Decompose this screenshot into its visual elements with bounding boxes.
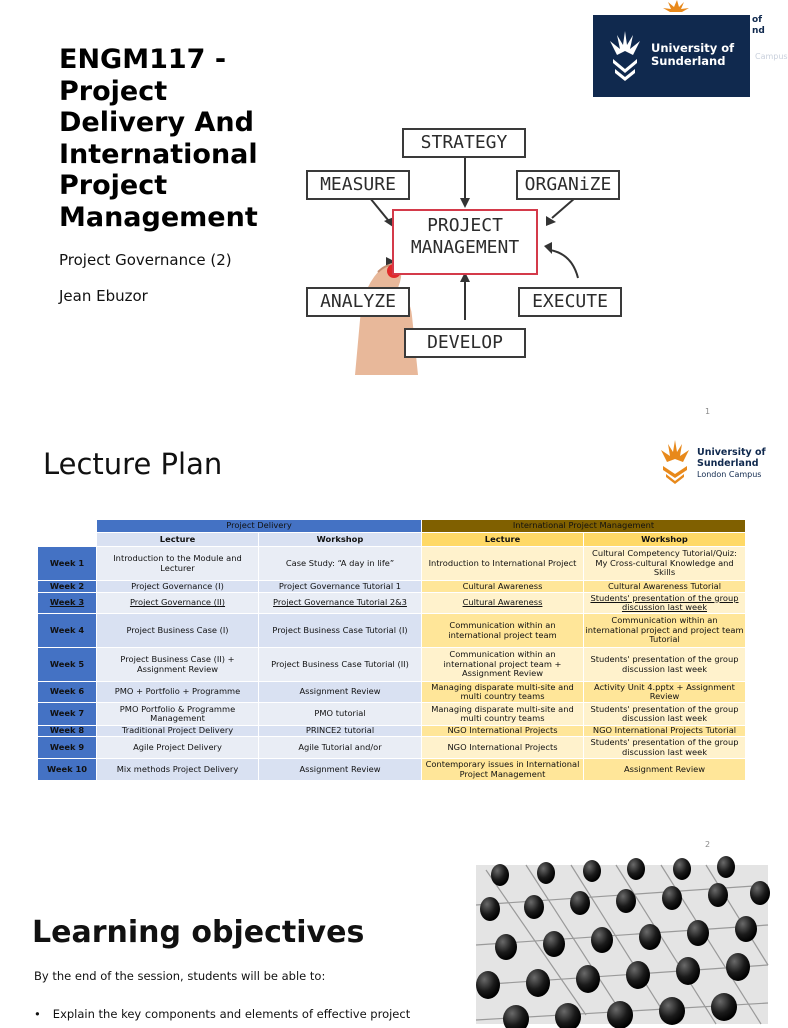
pd-workshop-cell: Assignment Review xyxy=(259,759,422,781)
project-management-diagram xyxy=(300,120,630,375)
logo-bleed-text xyxy=(752,15,765,37)
pd-lecture-cell: Introduction to the Module and Lecturer xyxy=(97,547,259,581)
pd-workshop-cell: Project Governance Tutorial 2&3 xyxy=(259,593,422,614)
pd-workshop-cell: Agile Tutorial and/or xyxy=(259,737,422,759)
pd-lecture-cell: Project Business Case (II) + Assignment Review xyxy=(97,648,259,682)
university-logo-text xyxy=(651,42,734,68)
week-cell: Week 1 xyxy=(38,547,97,581)
university-crest-icon xyxy=(607,29,643,85)
beads-network-image xyxy=(476,865,768,1024)
table-subheader-row xyxy=(38,533,746,547)
logo-text xyxy=(697,447,766,469)
slide-3 xyxy=(0,865,768,1024)
bullet-text: Explain the key components and elements of effective project xyxy=(52,1007,411,1021)
measure-box: MEASURE xyxy=(306,170,410,200)
week-cell: Week 4 xyxy=(38,614,97,648)
ipm-lecture-cell: Managing disparate multi-site and multi country teams xyxy=(422,682,584,703)
ipm-lecture-cell: NGO International Projects xyxy=(422,726,584,737)
table-row xyxy=(38,614,746,648)
slide-title: Lecture Plan xyxy=(43,447,223,481)
pd-workshop-cell: Case Study: “A day in life” xyxy=(259,547,422,581)
table-row xyxy=(38,759,746,781)
ipm-workshop-cell: Cultural Competency Tutorial/Quiz: My Cross-cultural Knowledge and Skills xyxy=(584,547,746,581)
ipm-workshop-cell: Cultural Awareness Tutorial xyxy=(584,581,746,593)
author-name: Jean Ebuzor xyxy=(59,287,148,305)
university-logo-box xyxy=(593,15,750,97)
header-workshop: Workshop xyxy=(584,533,746,547)
header-project-delivery: Project Delivery xyxy=(97,520,422,533)
header-international-pm: International Project Management xyxy=(422,520,746,533)
ipm-lecture-cell: NGO International Projects xyxy=(422,737,584,759)
table-header-row xyxy=(38,520,746,533)
pd-workshop-cell: PRINCE2 tutorial xyxy=(259,726,422,737)
week-cell: Week 2 xyxy=(38,581,97,593)
slide-title: Learning objectives xyxy=(32,915,365,950)
week-cell: Week 9 xyxy=(38,737,97,759)
ipm-lecture-cell: Introduction to International Project xyxy=(422,547,584,581)
analyze-box: ANALYZE xyxy=(306,287,410,317)
header-workshop: Workshop xyxy=(259,533,422,547)
pd-workshop-cell: Assignment Review xyxy=(259,682,422,703)
pd-workshop-cell: Project Business Case Tutorial (II) xyxy=(259,648,422,682)
ipm-workshop-cell: Students' presentation of the group discussion last week xyxy=(584,593,746,614)
beads-image-icon xyxy=(476,865,768,1024)
hand-image xyxy=(355,263,418,375)
course-title: ENGM117 - Project Delivery And International Project Management xyxy=(59,44,258,233)
page-number: 1 xyxy=(705,407,711,416)
university-logo xyxy=(657,436,767,486)
pd-lecture-cell: Agile Project Delivery xyxy=(97,737,259,759)
logo-line-1: University of xyxy=(651,41,735,55)
lecture-subtitle: Project Governance (2) xyxy=(59,251,232,269)
university-crest-icon xyxy=(659,440,691,484)
slide-1 xyxy=(0,0,788,420)
logo-bleed-line-1: of xyxy=(752,15,763,25)
pd-lecture-cell: Project Business Case (I) xyxy=(97,614,259,648)
bullet-item xyxy=(34,1007,410,1021)
pd-lecture-cell: PMO Portfolio & Programme Management xyxy=(97,703,259,726)
week-cell: Week 8 xyxy=(38,726,97,737)
bullet-icon: • xyxy=(34,1007,41,1021)
logo-line-2: Sunderland xyxy=(651,54,726,68)
table-row xyxy=(38,682,746,703)
ipm-workshop-cell: Students' presentation of the group discussion last week xyxy=(584,737,746,759)
execute-box: EXECUTE xyxy=(518,287,622,317)
header-lecture: Lecture xyxy=(422,533,584,547)
pd-workshop-cell: PMO tutorial xyxy=(259,703,422,726)
lecture-plan-table xyxy=(37,519,746,781)
week-cell: Week 6 xyxy=(38,682,97,703)
week-cell: Week 3 xyxy=(38,593,97,614)
ipm-workshop-cell: Activity Unit 4.pptx + Assignment Review xyxy=(584,682,746,703)
project-management-box xyxy=(392,209,538,275)
logo-bleed-line-2: nd xyxy=(752,26,765,36)
center-line-2: MANAGEMENT xyxy=(410,237,520,258)
ipm-workshop-cell: Communication within an international project and project team Tutorial xyxy=(584,614,746,648)
center-line-1: PROJECT xyxy=(427,215,503,236)
organize-box: ORGANiZE xyxy=(516,170,620,200)
week-cell: Week 7 xyxy=(38,703,97,726)
table-corner xyxy=(38,533,97,547)
header-lecture: Lecture xyxy=(97,533,259,547)
pd-lecture-cell: PMO + Portfolio + Programme xyxy=(97,682,259,703)
develop-box: DEVELOP xyxy=(404,328,526,358)
ipm-workshop-cell: NGO International Projects Tutorial xyxy=(584,726,746,737)
ipm-workshop-cell: Students' presentation of the group discussion last week xyxy=(584,703,746,726)
ipm-lecture-cell: Cultural Awareness xyxy=(422,581,584,593)
strategy-box: STRATEGY xyxy=(402,128,526,158)
pd-lecture-cell: Traditional Project Delivery xyxy=(97,726,259,737)
ipm-lecture-cell: Contemporary issues in International Project Management xyxy=(422,759,584,781)
table-row xyxy=(38,648,746,682)
ipm-workshop-cell: Assignment Review xyxy=(584,759,746,781)
ipm-workshop-cell: Students' presentation of the group discussion last week xyxy=(584,648,746,682)
logo-crest-bleed-icon xyxy=(662,0,692,16)
logo-line-1: University of xyxy=(697,447,766,458)
ipm-lecture-cell: Cultural Awareness xyxy=(422,593,584,614)
pd-workshop-cell: Project Governance Tutorial 1 xyxy=(259,581,422,593)
table-row xyxy=(38,581,746,593)
pd-lecture-cell: Project Governance (II) xyxy=(97,593,259,614)
ipm-lecture-cell: Communication within an international project team + Assignment Review xyxy=(422,648,584,682)
ipm-lecture-cell: Communication within an international project team xyxy=(422,614,584,648)
page-number: 2 xyxy=(705,840,711,849)
pd-lecture-cell: Project Governance (I) xyxy=(97,581,259,593)
table-row xyxy=(38,737,746,759)
logo-bleed-campus: Campus xyxy=(755,52,788,61)
pd-lecture-cell: Mix methods Project Delivery xyxy=(97,759,259,781)
slide-2 xyxy=(0,430,768,855)
ipm-lecture-cell: Managing disparate multi-site and multi country teams xyxy=(422,703,584,726)
pd-workshop-cell: Project Business Case Tutorial (I) xyxy=(259,614,422,648)
intro-text: By the end of the session, students will be able to: xyxy=(34,969,326,983)
table-row xyxy=(38,703,746,726)
table-row xyxy=(38,547,746,581)
logo-line-2: Sunderland xyxy=(697,458,759,469)
table-corner xyxy=(38,520,97,533)
week-cell: Week 5 xyxy=(38,648,97,682)
table-row xyxy=(38,593,746,614)
logo-campus: London Campus xyxy=(697,470,762,479)
table-row xyxy=(38,726,746,737)
week-cell: Week 10 xyxy=(38,759,97,781)
